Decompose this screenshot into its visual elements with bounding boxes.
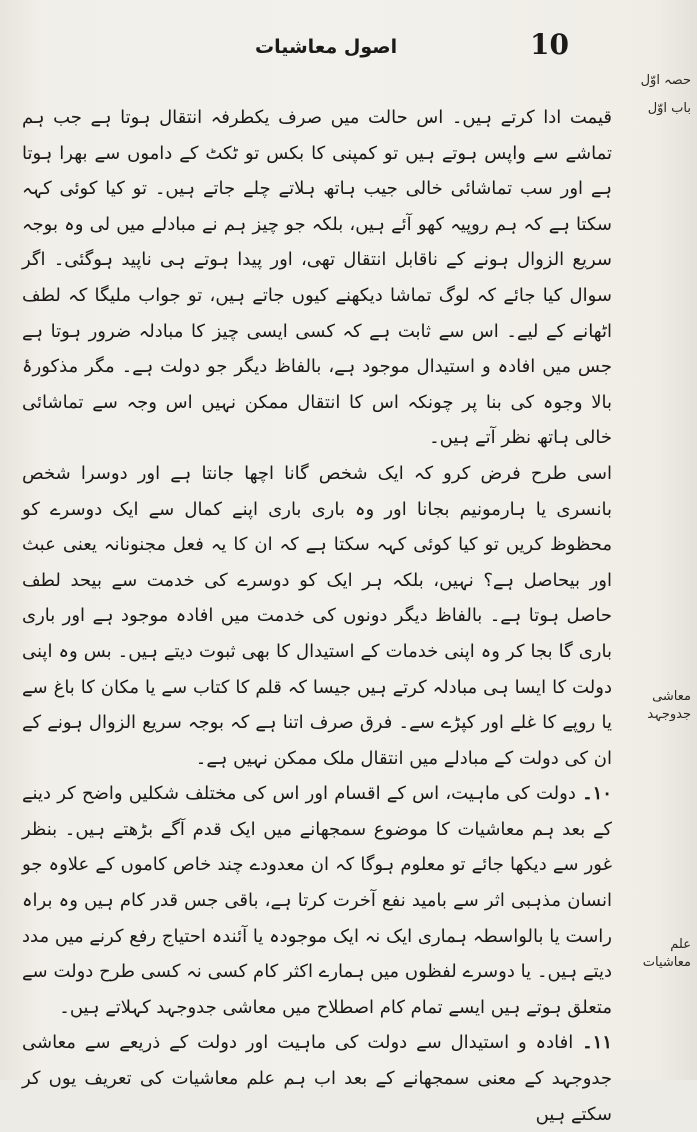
paragraph-3 [22, 776, 612, 1025]
page-number: 10 [530, 28, 569, 61]
paragraph-4 [22, 1025, 612, 1132]
margin-note-economics: علم معاشیات [642, 937, 691, 970]
paragraph-3-text: دولت کی ماہیت، اس کے اقسام اور اس کی مختلف شکلیں واضح کر دینے کے بعد ہم معاشیات کا موضوع سمجھانے میں ایک قدم آگے بڑھتے ہیں۔ بنظر غور سے دیکھا جائے تو معلوم ہوگا کہ ان معدودے چند خاص کاموں کے علاوہ جو انسان مذہبی اثر سے بامید نفع آخرت کرتا ہے، باقی جس قدر کام ہیں وہ براہ راست یا بالواسطہ ہماری ایک نہ ایک موجودہ یا آئندہ احتیاج رفع کرنے میں مدد دیتے ہیں۔ یا دوسرے لفظوں میں ہمارے اکثر کام کسی نہ کسی طرح دولت سے متعلق ہوتے ہیں ایسے تمام کام اصطلاح میں معاشی جدوجہد کہلاتے ہیں۔ [22, 783, 612, 1018]
paragraph-4-text: افادہ و استیدال سے دولت کی ماہیت اور دولت کے ذریعے سے معاشی جدوجہد کے معنی سمجھانے کے بعد اب ہم علم معاشیات کی تعریف یوں کر سکتے ہیں [22, 1032, 612, 1125]
section-number-10: ۱۰۔ [582, 783, 612, 805]
paragraph-2: اسی طرح فرض کرو کہ ایک شخص گانا اچھا جانتا ہے اور دوسرا شخص بانسری یا ہارمونیم بجانا اور وہ باری باری اپنے کمال سے ایک دوسرے کو محظوظ کریں تو کیا کوئی کہہ سکتا ہے کہ ان کا یہ فعل مجنونانہ یعنی عبث اور بیحاصل ہے؟ نہیں، بلکہ ہر ایک کو دوسرے کی خدمت سے بیحد لطف حاصل ہوتا ہے۔ بالفاظ دیگر دونوں کی خدمت میں افادہ موجود ہے اور باری باری گا بجا کر وہ اپنی خدمات کے استیدال کا بھی ثبوت دیتے ہیں۔ بس وہ اپنی دولت کا ایسا ہی مبادلہ کرتے ہیں جیسا کہ قلم کا کتاب سے یا مکان کا باغ سے یا روپے کا غلے اور کپڑے سے۔ فرق صرف اتنا ہے کہ بوجہ سریع الزوال ہونے کے ان کی دولت کے مبادلے میں انتقال ملک ممکن نہیں ہے۔ [22, 462, 612, 769]
margin-note-part: حصہ اوّل [640, 73, 691, 88]
page-header [0, 28, 697, 68]
section-number-11: ۱۱۔ [582, 1032, 612, 1054]
margin-note-chapter: باب اوّل [647, 101, 691, 116]
body-text [22, 100, 612, 1132]
running-title: اصول معاشیات [255, 36, 398, 58]
margin-note-economic-effort: معاشی جدوجہد [647, 689, 691, 722]
paragraph-1: قیمت ادا کرتے ہیں۔ اس حالت میں صرف یکطرفہ انتقال ہوتا ہے جب ہم تماشے سے واپس ہوتے ہیں تو کمپنی کا بکس تو ٹکٹ کے داموں سے بھرا ہوتا ہے اور سب تماشائی خالی جیب ہاتھ ہلاتے چلے جاتے ہیں۔ تو کیا کوئی کہہ سکتا ہے کہ ہم روپیہ کھو آئے ہیں، بلکہ جو چیز ہم نے مبادلے میں لی وہ بوجہ سریع الزوال ہونے کے ناقابل انتقال تھی، اور پیدا ہوتے ہی ناپید ہوگئی۔ اگر سوال کیا جائے کہ لوگ تماشا دیکھنے کیوں جاتے ہیں، تو جواب ملیگا کہ لطف اٹھانے کے لیے۔ اس سے ثابت ہے کہ کسی ایسی چیز کا مبادلہ ضرور ہوتا ہے جس میں افادہ و استیدال موجود ہے، بالفاظ دیگر جو دولت ہے۔ مگر مذکورۂ بالا وجوہ کی بنا پر چونکہ اس کا انتقال ممکن نہیں اس وجہ سے تماشائی خالی ہاتھ نظر آتے ہیں۔ [22, 107, 612, 449]
